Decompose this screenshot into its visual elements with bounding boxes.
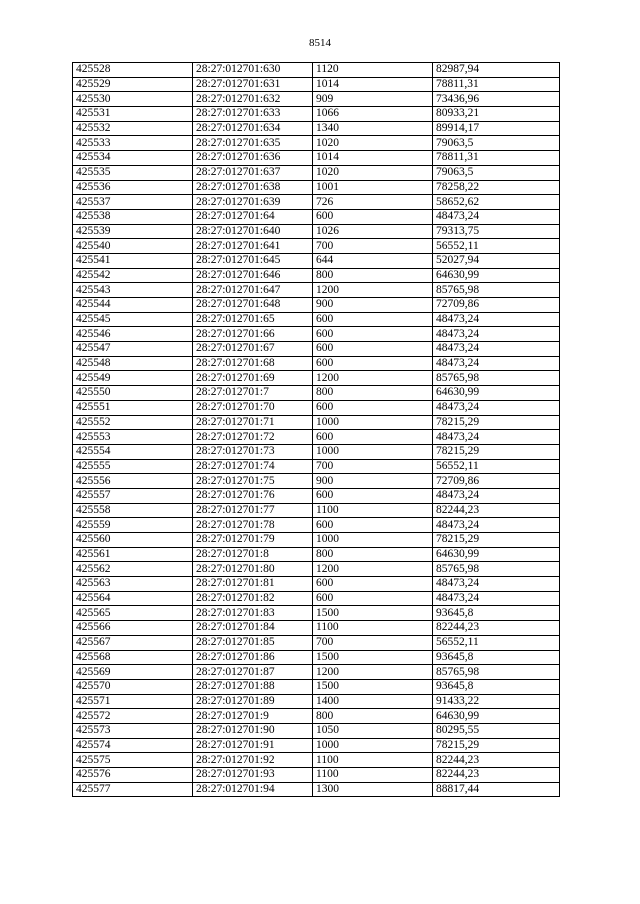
area-cell: 1200: [313, 283, 433, 298]
table-row: [73, 621, 560, 636]
row-number-cell: 425550: [73, 386, 193, 401]
value-cell: 48473,24: [433, 577, 560, 592]
area-cell: 1200: [313, 665, 433, 680]
value-cell: 58652,62: [433, 195, 560, 210]
row-number-cell: 425540: [73, 239, 193, 254]
area-cell: 600: [313, 342, 433, 357]
value-cell: 79063,5: [433, 136, 560, 151]
value-cell: 91433,22: [433, 694, 560, 709]
area-cell: 600: [313, 591, 433, 606]
cadastral-number-cell: 28:27:012701:637: [193, 165, 313, 180]
table-row: [73, 195, 560, 210]
table-row: [73, 268, 560, 283]
area-cell: 644: [313, 253, 433, 268]
value-cell: 48473,24: [433, 356, 560, 371]
row-number-cell: 425577: [73, 782, 193, 797]
table-row: [73, 503, 560, 518]
cadastral-number-cell: 28:27:012701:91: [193, 738, 313, 753]
row-number-cell: 425554: [73, 444, 193, 459]
cadastral-number-cell: 28:27:012701:630: [193, 63, 313, 78]
cadastral-number-cell: 28:27:012701:73: [193, 444, 313, 459]
area-cell: 800: [313, 268, 433, 283]
value-cell: 82987,94: [433, 63, 560, 78]
area-cell: 1000: [313, 415, 433, 430]
row-number-cell: 425553: [73, 430, 193, 445]
row-number-cell: 425560: [73, 533, 193, 548]
value-cell: 82244,23: [433, 621, 560, 636]
page-number: 8514: [309, 37, 331, 49]
table-row: [73, 253, 560, 268]
area-cell: 700: [313, 635, 433, 650]
cadastral-number-cell: 28:27:012701:66: [193, 327, 313, 342]
row-number-cell: 425551: [73, 400, 193, 415]
area-cell: 600: [313, 577, 433, 592]
cadastral-number-cell: 28:27:012701:635: [193, 136, 313, 151]
row-number-cell: 425546: [73, 327, 193, 342]
value-cell: 56552,11: [433, 635, 560, 650]
area-cell: 1020: [313, 165, 433, 180]
area-cell: 800: [313, 386, 433, 401]
value-cell: 48473,24: [433, 342, 560, 357]
area-cell: 1500: [313, 679, 433, 694]
table-row: [73, 518, 560, 533]
area-cell: 600: [313, 518, 433, 533]
row-number-cell: 425529: [73, 77, 193, 92]
row-number-cell: 425545: [73, 312, 193, 327]
value-cell: 93645,8: [433, 650, 560, 665]
value-cell: 93645,8: [433, 679, 560, 694]
area-cell: 1100: [313, 621, 433, 636]
row-number-cell: 425558: [73, 503, 193, 518]
row-number-cell: 425552: [73, 415, 193, 430]
value-cell: 80933,21: [433, 107, 560, 122]
value-cell: 78215,29: [433, 738, 560, 753]
row-number-cell: 425528: [73, 63, 193, 78]
cadastral-number-cell: 28:27:012701:646: [193, 268, 313, 283]
area-cell: 1020: [313, 136, 433, 151]
cadastral-number-cell: 28:27:012701:77: [193, 503, 313, 518]
area-cell: 1100: [313, 768, 433, 783]
row-number-cell: 425549: [73, 371, 193, 386]
row-number-cell: 425556: [73, 474, 193, 489]
table-row: [73, 694, 560, 709]
table-row: [73, 151, 560, 166]
cadastral-number-cell: 28:27:012701:89: [193, 694, 313, 709]
area-cell: 1100: [313, 503, 433, 518]
value-cell: 64630,99: [433, 268, 560, 283]
value-cell: 56552,11: [433, 239, 560, 254]
table-row: [73, 665, 560, 680]
area-cell: 1120: [313, 63, 433, 78]
area-cell: 800: [313, 709, 433, 724]
area-cell: 1026: [313, 224, 433, 239]
table-row: [73, 121, 560, 136]
area-cell: 1000: [313, 533, 433, 548]
value-cell: 48473,24: [433, 209, 560, 224]
value-cell: 64630,99: [433, 547, 560, 562]
cadastral-number-cell: 28:27:012701:90: [193, 723, 313, 738]
table-row: [73, 679, 560, 694]
row-number-cell: 425559: [73, 518, 193, 533]
area-cell: 1300: [313, 782, 433, 797]
area-cell: 909: [313, 92, 433, 107]
area-cell: 800: [313, 547, 433, 562]
cadastral-number-cell: 28:27:012701:8: [193, 547, 313, 562]
value-cell: 78811,31: [433, 151, 560, 166]
cadastral-number-cell: 28:27:012701:82: [193, 591, 313, 606]
row-number-cell: 425557: [73, 488, 193, 503]
area-cell: 1500: [313, 606, 433, 621]
value-cell: 72709,86: [433, 474, 560, 489]
cadastral-number-cell: 28:27:012701:81: [193, 577, 313, 592]
table-row: [73, 92, 560, 107]
table-row: [73, 562, 560, 577]
value-cell: 82244,23: [433, 768, 560, 783]
row-number-cell: 425542: [73, 268, 193, 283]
cadastral-number-cell: 28:27:012701:72: [193, 430, 313, 445]
cadastral-number-cell: 28:27:012701:68: [193, 356, 313, 371]
row-number-cell: 425576: [73, 768, 193, 783]
value-cell: 85765,98: [433, 562, 560, 577]
area-cell: 900: [313, 474, 433, 489]
cadastral-number-cell: 28:27:012701:633: [193, 107, 313, 122]
area-cell: 1100: [313, 753, 433, 768]
value-cell: 85765,98: [433, 371, 560, 386]
area-cell: 600: [313, 356, 433, 371]
cadastral-number-cell: 28:27:012701:79: [193, 533, 313, 548]
value-cell: 48473,24: [433, 488, 560, 503]
value-cell: 78258,22: [433, 180, 560, 195]
value-cell: 48473,24: [433, 312, 560, 327]
value-cell: 82244,23: [433, 503, 560, 518]
table-row: [73, 474, 560, 489]
table-row: [73, 400, 560, 415]
area-cell: 600: [313, 430, 433, 445]
row-number-cell: 425563: [73, 577, 193, 592]
row-number-cell: 425566: [73, 621, 193, 636]
area-cell: 700: [313, 239, 433, 254]
table-row: [73, 77, 560, 92]
table-row: [73, 136, 560, 151]
cadastral-number-cell: 28:27:012701:88: [193, 679, 313, 694]
table-row: [73, 209, 560, 224]
row-number-cell: 425564: [73, 591, 193, 606]
value-cell: 48473,24: [433, 518, 560, 533]
table-row: [73, 488, 560, 503]
row-number-cell: 425537: [73, 195, 193, 210]
row-number-cell: 425547: [73, 342, 193, 357]
row-number-cell: 425571: [73, 694, 193, 709]
area-cell: 1400: [313, 694, 433, 709]
table-row: [73, 782, 560, 797]
value-cell: 56552,11: [433, 459, 560, 474]
cadastral-number-cell: 28:27:012701:647: [193, 283, 313, 298]
table-row: [73, 283, 560, 298]
row-number-cell: 425532: [73, 121, 193, 136]
cadastral-number-cell: 28:27:012701:71: [193, 415, 313, 430]
table-row: [73, 312, 560, 327]
row-number-cell: 425574: [73, 738, 193, 753]
area-cell: 600: [313, 312, 433, 327]
table-row: [73, 386, 560, 401]
area-cell: 1050: [313, 723, 433, 738]
area-cell: 726: [313, 195, 433, 210]
row-number-cell: 425544: [73, 298, 193, 313]
cadastral-number-cell: 28:27:012701:69: [193, 371, 313, 386]
row-number-cell: 425555: [73, 459, 193, 474]
area-cell: 1014: [313, 77, 433, 92]
table-body: [73, 63, 560, 797]
cadastral-number-cell: 28:27:012701:86: [193, 650, 313, 665]
row-number-cell: 425548: [73, 356, 193, 371]
table-row: [73, 165, 560, 180]
row-number-cell: 425536: [73, 180, 193, 195]
cadastral-number-cell: 28:27:012701:640: [193, 224, 313, 239]
cadastral-number-cell: 28:27:012701:78: [193, 518, 313, 533]
area-cell: 1014: [313, 151, 433, 166]
value-cell: 79313,75: [433, 224, 560, 239]
value-cell: 85765,98: [433, 283, 560, 298]
table-row: [73, 738, 560, 753]
value-cell: 64630,99: [433, 386, 560, 401]
table-row: [73, 606, 560, 621]
row-number-cell: 425570: [73, 679, 193, 694]
value-cell: 64630,99: [433, 709, 560, 724]
cadastral-number-cell: 28:27:012701:64: [193, 209, 313, 224]
cadastral-number-cell: 28:27:012701:92: [193, 753, 313, 768]
row-number-cell: 425534: [73, 151, 193, 166]
table-row: [73, 533, 560, 548]
cadastral-number-cell: 28:27:012701:87: [193, 665, 313, 680]
value-cell: 73436,96: [433, 92, 560, 107]
row-number-cell: 425535: [73, 165, 193, 180]
area-cell: 1000: [313, 444, 433, 459]
value-cell: 82244,23: [433, 753, 560, 768]
value-cell: 78215,29: [433, 415, 560, 430]
table-row: [73, 768, 560, 783]
table-row: [73, 547, 560, 562]
value-cell: 79063,5: [433, 165, 560, 180]
table-row: [73, 577, 560, 592]
value-cell: 72709,86: [433, 298, 560, 313]
area-cell: 1500: [313, 650, 433, 665]
row-number-cell: 425539: [73, 224, 193, 239]
row-number-cell: 425568: [73, 650, 193, 665]
row-number-cell: 425530: [73, 92, 193, 107]
area-cell: 900: [313, 298, 433, 313]
row-number-cell: 425569: [73, 665, 193, 680]
cadastral-number-cell: 28:27:012701:638: [193, 180, 313, 195]
cadastral-number-cell: 28:27:012701:645: [193, 253, 313, 268]
row-number-cell: 425572: [73, 709, 193, 724]
value-cell: 78811,31: [433, 77, 560, 92]
value-cell: 93645,8: [433, 606, 560, 621]
cadastral-number-cell: 28:27:012701:639: [193, 195, 313, 210]
area-cell: 600: [313, 327, 433, 342]
cadastral-number-cell: 28:27:012701:67: [193, 342, 313, 357]
table-row: [73, 459, 560, 474]
cadastral-number-cell: 28:27:012701:631: [193, 77, 313, 92]
table-row: [73, 753, 560, 768]
cadastral-number-cell: 28:27:012701:76: [193, 488, 313, 503]
row-number-cell: 425565: [73, 606, 193, 621]
area-cell: 1000: [313, 738, 433, 753]
cadastral-number-cell: 28:27:012701:74: [193, 459, 313, 474]
row-number-cell: 425575: [73, 753, 193, 768]
row-number-cell: 425541: [73, 253, 193, 268]
cadastral-number-cell: 28:27:012701:632: [193, 92, 313, 107]
row-number-cell: 425561: [73, 547, 193, 562]
value-cell: 78215,29: [433, 533, 560, 548]
table-row: [73, 371, 560, 386]
table-row: [73, 107, 560, 122]
table-row: [73, 650, 560, 665]
row-number-cell: 425533: [73, 136, 193, 151]
cadastral-number-cell: 28:27:012701:9: [193, 709, 313, 724]
area-cell: 1066: [313, 107, 433, 122]
cadastral-number-cell: 28:27:012701:70: [193, 400, 313, 415]
row-number-cell: 425573: [73, 723, 193, 738]
value-cell: 89914,17: [433, 121, 560, 136]
data-table: [72, 62, 560, 797]
area-cell: 1200: [313, 562, 433, 577]
area-cell: 600: [313, 488, 433, 503]
table-row: [73, 239, 560, 254]
cadastral-number-cell: 28:27:012701:93: [193, 768, 313, 783]
row-number-cell: 425531: [73, 107, 193, 122]
area-cell: 1340: [313, 121, 433, 136]
table-row: [73, 430, 560, 445]
table-row: [73, 63, 560, 78]
table-row: [73, 635, 560, 650]
value-cell: 85765,98: [433, 665, 560, 680]
area-cell: 600: [313, 400, 433, 415]
table-row: [73, 415, 560, 430]
table-row: [73, 327, 560, 342]
row-number-cell: 425567: [73, 635, 193, 650]
table-row: [73, 709, 560, 724]
value-cell: 52027,94: [433, 253, 560, 268]
row-number-cell: 425538: [73, 209, 193, 224]
cadastral-number-cell: 28:27:012701:648: [193, 298, 313, 313]
value-cell: 48473,24: [433, 327, 560, 342]
table-row: [73, 180, 560, 195]
table-row: [73, 723, 560, 738]
table-row: [73, 224, 560, 239]
table-row: [73, 356, 560, 371]
cadastral-number-cell: 28:27:012701:75: [193, 474, 313, 489]
area-cell: 600: [313, 209, 433, 224]
row-number-cell: 425543: [73, 283, 193, 298]
cadastral-number-cell: 28:27:012701:94: [193, 782, 313, 797]
cadastral-number-cell: 28:27:012701:7: [193, 386, 313, 401]
area-cell: 1200: [313, 371, 433, 386]
table-row: [73, 444, 560, 459]
cadastral-number-cell: 28:27:012701:83: [193, 606, 313, 621]
area-cell: 1001: [313, 180, 433, 195]
cadastral-number-cell: 28:27:012701:84: [193, 621, 313, 636]
cadastral-number-cell: 28:27:012701:80: [193, 562, 313, 577]
cadastral-number-cell: 28:27:012701:634: [193, 121, 313, 136]
cadastral-number-cell: 28:27:012701:636: [193, 151, 313, 166]
value-cell: 48473,24: [433, 430, 560, 445]
cadastral-number-cell: 28:27:012701:85: [193, 635, 313, 650]
table-row: [73, 298, 560, 313]
row-number-cell: 425562: [73, 562, 193, 577]
value-cell: 48473,24: [433, 400, 560, 415]
value-cell: 88817,44: [433, 782, 560, 797]
value-cell: 48473,24: [433, 591, 560, 606]
value-cell: 78215,29: [433, 444, 560, 459]
table-row: [73, 591, 560, 606]
area-cell: 700: [313, 459, 433, 474]
cadastral-number-cell: 28:27:012701:641: [193, 239, 313, 254]
value-cell: 80295,55: [433, 723, 560, 738]
cadastral-number-cell: 28:27:012701:65: [193, 312, 313, 327]
table-row: [73, 342, 560, 357]
